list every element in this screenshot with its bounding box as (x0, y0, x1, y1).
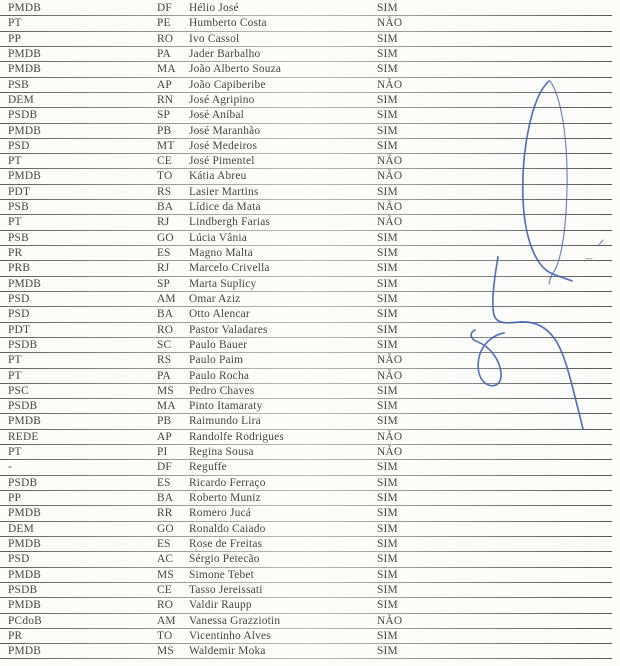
vote-cell: NÃO (377, 78, 403, 91)
state-cell: PA (157, 369, 171, 382)
name-cell: Ricardo Ferraço (189, 476, 266, 489)
state-cell: ES (157, 247, 171, 259)
party-cell: PT (8, 354, 22, 367)
table-row (0, 369, 620, 384)
state-cell: BA (157, 492, 174, 504)
name-cell: Marta Suplicy (189, 277, 257, 290)
party-cell: PMDB (8, 63, 42, 76)
vote-cell: SIM (377, 568, 398, 581)
name-cell: João Alberto Souza (189, 63, 282, 76)
name-cell: Lindbergh Farias (189, 216, 271, 229)
party-cell: PMDB (8, 537, 42, 550)
state-cell: TO (157, 170, 173, 183)
state-cell: AM (157, 614, 176, 627)
name-cell: Tasso Jereissati (189, 583, 263, 596)
state-cell: AC (157, 553, 174, 566)
party-cell: PRB (8, 262, 31, 275)
vote-cell: SIM (377, 338, 398, 351)
name-cell: José Maranhão (189, 124, 261, 137)
table-row (0, 261, 620, 276)
state-cell: PB (157, 124, 172, 137)
table-row (0, 414, 620, 429)
vote-cell: SIM (377, 185, 398, 198)
party-cell: PMDB (8, 507, 42, 520)
party-cell: - (8, 461, 12, 474)
vote-cell: SIM (377, 124, 398, 137)
table-row (0, 246, 620, 261)
vote-cell: SIM (377, 645, 398, 658)
state-cell: TO (157, 629, 173, 642)
table-row (0, 583, 620, 598)
table-row (0, 16, 620, 31)
party-cell: PMDB (8, 415, 42, 428)
name-cell: Paulo Rocha (189, 369, 250, 382)
party-cell: PSD (8, 139, 30, 152)
table-row (0, 522, 620, 537)
party-cell: PSDB (8, 583, 38, 596)
name-cell: Marcelo Crivella (189, 262, 270, 275)
vote-cell: SIM (377, 507, 398, 520)
state-cell: SP (157, 109, 171, 122)
vote-cell: SIM (377, 277, 398, 290)
table-row (0, 537, 620, 552)
table-row (0, 200, 620, 215)
vote-cell: SIM (377, 384, 398, 397)
table-row (0, 445, 620, 460)
party-cell: PDT (8, 323, 31, 336)
name-cell: Paulo Bauer (189, 338, 248, 351)
state-cell: DF (157, 461, 172, 474)
vote-cell: SIM (377, 629, 398, 642)
table-row (0, 506, 620, 521)
table-row (0, 108, 620, 123)
vote-cell: SIM (377, 63, 398, 76)
vote-cell: SIM (377, 415, 398, 428)
state-cell: CE (157, 155, 172, 168)
table-row (0, 476, 620, 491)
party-cell: PSB (8, 231, 29, 244)
vote-cell: NÃO (377, 430, 403, 443)
name-cell: Romero Jucá (189, 507, 251, 520)
state-cell: RR (157, 507, 173, 520)
vote-cell: SIM (377, 537, 398, 550)
vote-cell: SIM (377, 323, 398, 336)
state-cell: AP (157, 430, 172, 443)
state-cell: MS (157, 568, 174, 581)
state-cell: AP (157, 78, 172, 91)
name-cell: Raimundo Lira (189, 415, 261, 428)
party-cell: PSDB (8, 109, 38, 122)
state-cell: RN (157, 93, 174, 106)
state-cell: AM (157, 292, 176, 305)
vote-cell: SIM (377, 522, 398, 535)
name-cell: Valdir Raupp (189, 599, 252, 612)
name-cell: Simone Tebet (189, 568, 254, 581)
vote-cell: SIM (377, 599, 398, 612)
state-cell: RO (157, 32, 174, 45)
table-row (0, 491, 620, 506)
table-row (0, 353, 620, 368)
name-cell: Rose de Freitas (189, 537, 263, 550)
vote-cell: NÃO (377, 17, 403, 30)
vote-cell: SIM (377, 139, 398, 152)
vote-cell: NÃO (377, 155, 403, 168)
table-row (0, 384, 620, 399)
name-cell: Pedro Chaves (189, 384, 255, 397)
vote-cell: NÃO (377, 614, 403, 627)
party-cell: PSC (8, 384, 29, 397)
vote-cell: SIM (377, 400, 398, 413)
table-row (0, 1, 620, 16)
state-cell: BA (157, 201, 174, 214)
name-cell: Lasier Martins (189, 185, 259, 198)
party-cell: PMDB (8, 170, 42, 183)
vote-cell: SIM (377, 492, 398, 504)
name-cell: Lídice da Mata (189, 201, 261, 214)
state-cell: DF (157, 2, 172, 14)
name-cell: Sérgio Petecão (189, 553, 260, 566)
state-cell: MA (157, 400, 176, 413)
table-row (0, 323, 620, 338)
party-cell: PSD (8, 292, 30, 305)
vote-cell: SIM (377, 47, 398, 60)
party-cell: PSDB (8, 400, 38, 413)
party-cell: PMDB (8, 599, 42, 612)
table-row (0, 307, 620, 322)
vote-cell: NÃO (377, 354, 403, 367)
party-cell: PP (8, 32, 22, 45)
table-row (0, 568, 620, 583)
party-cell: PT (8, 369, 22, 382)
table-row (0, 338, 620, 353)
party-cell: PSB (8, 201, 29, 214)
state-cell: RJ (157, 262, 170, 275)
state-cell: ES (157, 537, 171, 550)
table-row (0, 215, 620, 230)
vote-cell: NÃO (377, 170, 403, 183)
name-cell: José Pimentel (189, 155, 255, 168)
vote-cell: NÃO (377, 446, 403, 459)
name-cell: Paulo Paim (189, 354, 244, 367)
party-cell: PSDB (8, 338, 38, 351)
table-row (0, 154, 620, 169)
name-cell: Regina Sousa (189, 446, 254, 459)
state-cell: MA (157, 63, 176, 76)
vote-cell: SIM (377, 553, 398, 566)
name-cell: Reguffe (189, 461, 227, 474)
vote-cell: SIM (377, 109, 398, 122)
name-cell: Humberto Costa (189, 17, 267, 30)
party-cell: PR (8, 247, 23, 259)
party-cell: PT (8, 155, 22, 168)
state-cell: MT (157, 139, 175, 152)
vote-cell: SIM (377, 476, 398, 489)
party-cell: PR (8, 629, 23, 642)
table-row (0, 598, 620, 613)
state-cell: RS (157, 354, 172, 367)
party-cell: PMDB (8, 568, 42, 581)
party-cell: PSD (8, 553, 30, 566)
vote-cell: SIM (377, 32, 398, 45)
name-cell: Ivo Cassol (189, 32, 240, 45)
state-cell: MS (157, 645, 174, 658)
name-cell: Roberto Muniz (189, 492, 261, 504)
vote-cell: NÃO (377, 216, 403, 229)
name-cell: Kátia Abreu (189, 170, 247, 183)
vote-cell: SIM (377, 461, 398, 474)
party-cell: PMDB (8, 47, 42, 60)
table-row (0, 552, 620, 567)
vote-cell: SIM (377, 93, 398, 106)
name-cell: Magno Malta (189, 247, 253, 259)
table-row (0, 185, 620, 200)
name-cell: Jader Barbalho (189, 47, 261, 60)
vote-cell: NÃO (377, 201, 403, 214)
name-cell: Pastor Valadares (189, 323, 268, 336)
table-row (0, 430, 620, 445)
party-cell: PMDB (8, 124, 42, 137)
vote-cell: NÃO (377, 369, 403, 382)
state-cell: PE (157, 17, 171, 30)
name-cell: Waldemir Moka (189, 645, 266, 658)
state-cell: GO (157, 522, 174, 535)
table-row (0, 614, 620, 629)
vote-cell: SIM (377, 292, 398, 305)
name-cell: Lúcia Vânia (189, 231, 247, 244)
table-row (0, 124, 620, 139)
name-cell: João Capiberibe (189, 78, 266, 91)
party-cell: PCdoB (8, 614, 42, 627)
vote-table (0, 1, 620, 659)
name-cell: Ronaldo Caiado (189, 522, 266, 535)
state-cell: CE (157, 583, 172, 596)
state-cell: GO (157, 231, 174, 244)
table-row (0, 78, 620, 93)
table-row (0, 399, 620, 414)
party-cell: PSDB (8, 476, 38, 489)
state-cell: SC (157, 338, 172, 351)
table-row (0, 231, 620, 246)
state-cell: PA (157, 47, 171, 60)
state-cell: ES (157, 476, 171, 489)
name-cell: José Medeiros (189, 139, 258, 152)
party-cell: PMDB (8, 277, 42, 290)
vote-cell: SIM (377, 583, 398, 596)
table-row (0, 47, 620, 62)
name-cell: Otto Alencar (189, 308, 250, 321)
state-cell: RJ (157, 216, 170, 229)
name-cell: Pinto Itamaraty (189, 400, 263, 413)
state-cell: RO (157, 599, 174, 612)
table-row (0, 93, 620, 108)
table-row (0, 629, 620, 644)
vote-cell: SIM (377, 247, 398, 259)
state-cell: BA (157, 308, 174, 321)
table-row (0, 169, 620, 184)
name-cell: Vicentinho Alves (189, 629, 271, 642)
table-row (0, 460, 620, 475)
table-row (0, 644, 620, 659)
party-cell: PT (8, 446, 22, 459)
party-cell: REDE (8, 430, 39, 443)
name-cell: Randolfe Rodrigues (189, 430, 285, 443)
party-cell: DEM (8, 522, 34, 535)
party-cell: PMDB (8, 2, 42, 14)
name-cell: Vanessa Grazziotin (189, 614, 281, 627)
state-cell: PI (157, 446, 168, 459)
name-cell: Omar Aziz (189, 292, 241, 305)
party-cell: DEM (8, 93, 34, 106)
name-cell: Hélio José (189, 2, 239, 14)
table-row (0, 32, 620, 47)
party-cell: PP (8, 492, 22, 504)
table-row (0, 277, 620, 292)
vote-cell: SIM (377, 308, 398, 321)
state-cell: PB (157, 415, 172, 428)
table-row (0, 139, 620, 154)
party-cell: PSB (8, 78, 29, 91)
vote-cell: SIM (377, 2, 398, 14)
name-cell: José Agripino (189, 93, 255, 106)
party-cell: PDT (8, 185, 31, 198)
state-cell: RS (157, 185, 172, 198)
vote-cell: SIM (377, 231, 398, 244)
state-cell: RO (157, 323, 174, 336)
state-cell: SP (157, 277, 171, 290)
table-row (0, 62, 620, 77)
name-cell: José Aníbal (189, 109, 245, 122)
party-cell: PT (8, 17, 22, 30)
party-cell: PSD (8, 308, 30, 321)
table-row (0, 292, 620, 307)
state-cell: MS (157, 384, 174, 397)
party-cell: PT (8, 216, 22, 229)
party-cell: PMDB (8, 645, 42, 658)
vote-cell: SIM (377, 262, 398, 275)
